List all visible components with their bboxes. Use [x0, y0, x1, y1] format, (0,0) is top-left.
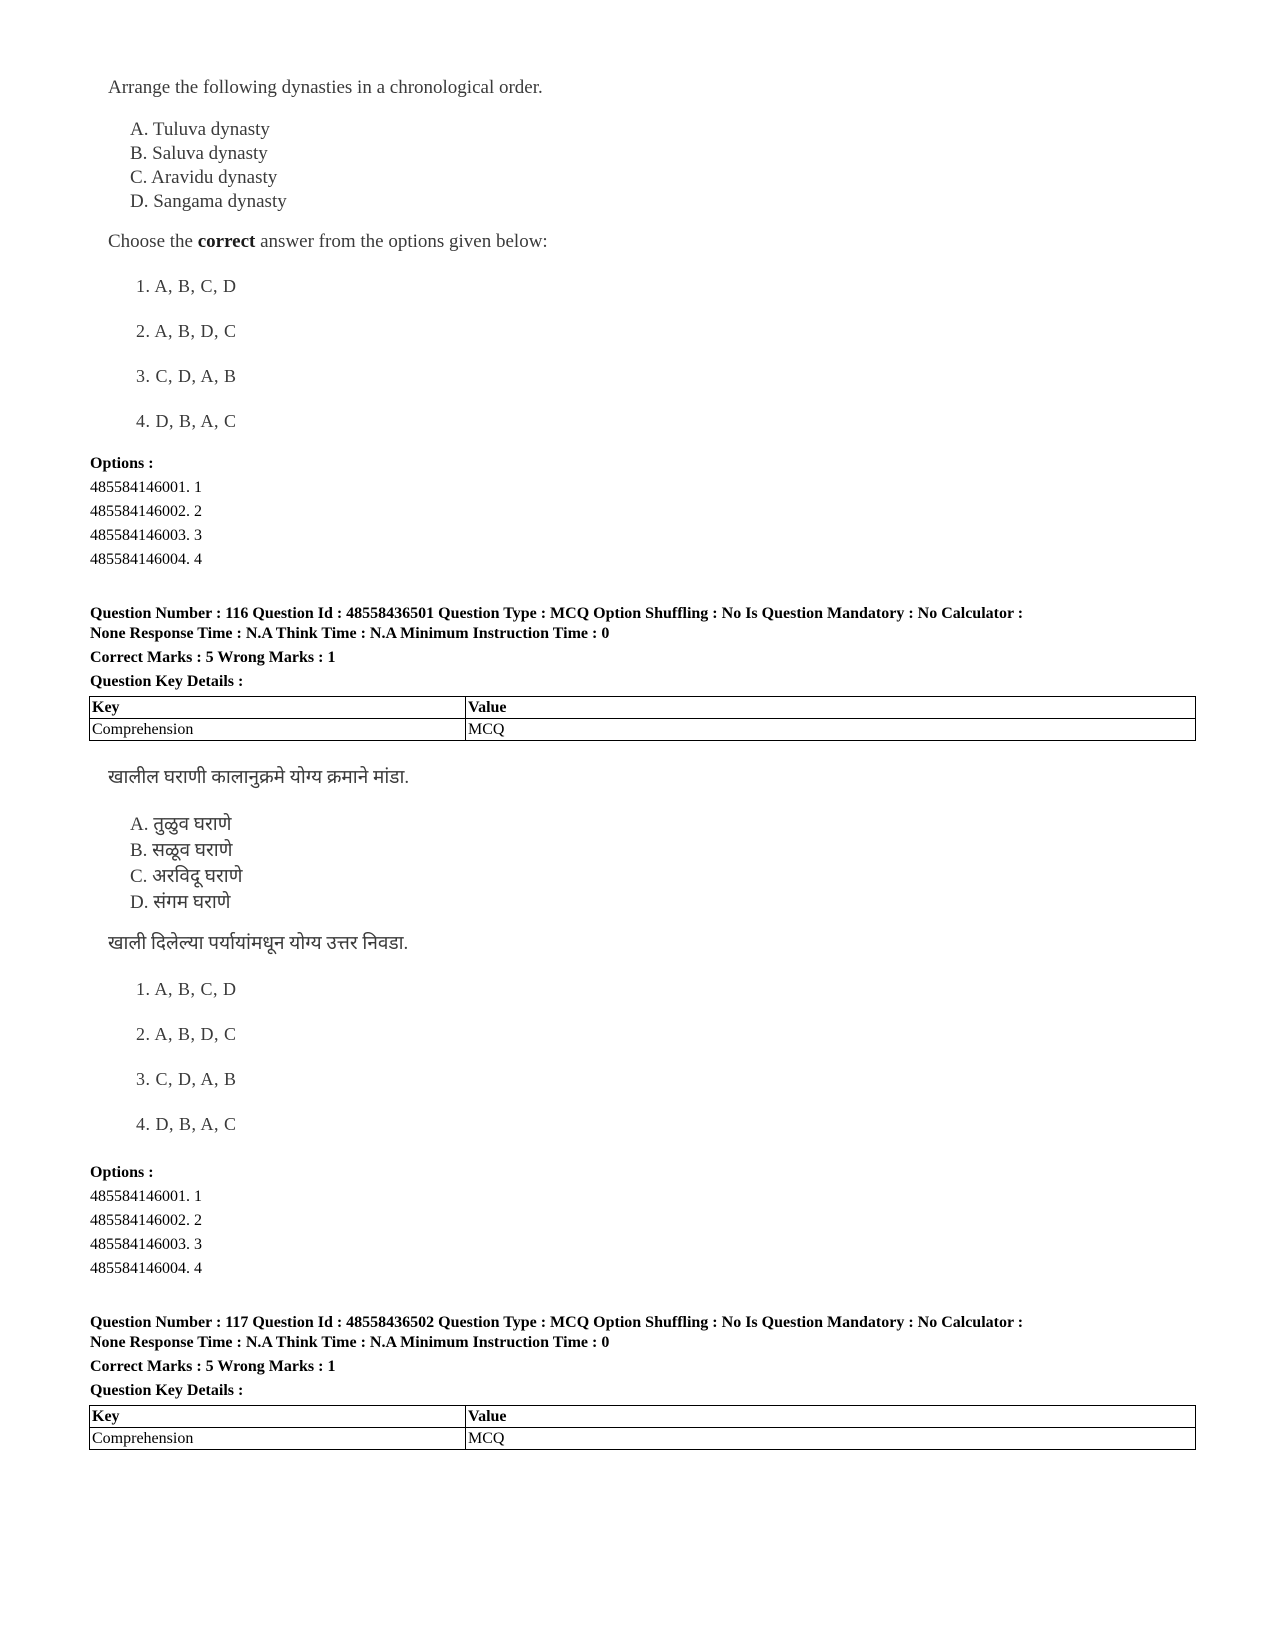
answer-choices — [108, 977, 409, 1136]
key-details-label: Question Key Details : — [90, 673, 244, 690]
answer-choice: 2. A, B, D, C — [136, 321, 237, 341]
question-image-marathi — [108, 766, 409, 1136]
statement-item: C. अरविदू घराणे — [130, 866, 243, 887]
marks-line: Correct Marks : 5 Wrong Marks : 1 — [90, 649, 336, 666]
key-details-label: Question Key Details : — [90, 1382, 244, 1399]
choose-suffix: answer from the options given below: — [255, 231, 548, 252]
answer-choice: 4. D, B, A, C — [136, 1114, 237, 1134]
choose-instruction — [108, 230, 548, 254]
answer-choice: 2. A, B, D, C — [136, 1024, 237, 1044]
question-meta — [90, 1313, 1200, 1353]
question-meta — [90, 604, 1200, 644]
answer-choice: 4. D, B, A, C — [136, 411, 237, 431]
question-key-table — [89, 1405, 1196, 1450]
question-stem: Arrange the following dynasties in a chronological order. — [108, 77, 543, 98]
question-meta-line: Question Number : 117 Question Id : 48558436502 Question Type : MCQ Option Shuffling : No Is Question Mandatory : No Calculator : — [90, 1314, 1024, 1331]
statement-item: B. सळूव घराणे — [130, 840, 233, 861]
question-meta-line: None Response Time : N.A Think Time : N.A Minimum Instruction Time : 0 — [90, 1334, 610, 1351]
statement-item: C. Aravidu dynasty — [130, 167, 278, 188]
answer-choice: 3. C, D, A, B — [136, 366, 237, 386]
question-image-english — [108, 76, 548, 433]
options-label: Options : — [90, 455, 154, 472]
question-key-table — [89, 696, 1196, 741]
option-item: 485584146001. 1 — [90, 1188, 202, 1205]
marks-line: Correct Marks : 5 Wrong Marks : 1 — [90, 1358, 336, 1375]
table-header-row — [90, 697, 1196, 719]
table-row — [90, 1428, 1196, 1450]
statement-list — [108, 118, 548, 214]
table-header-cell: Key — [90, 1406, 466, 1428]
answer-choice: 1. A, B, C, D — [136, 276, 237, 296]
table-row — [90, 719, 1196, 741]
table-cell: MCQ — [466, 1428, 1196, 1450]
choose-prefix: Choose the — [108, 231, 198, 252]
table-header-cell: Key — [90, 697, 466, 719]
question-meta-line: Question Number : 116 Question Id : 48558436501 Question Type : MCQ Option Shuffling : No Is Question Mandatory : No Calculator : — [90, 605, 1024, 622]
table-header-row — [90, 1406, 1196, 1428]
statement-item: D. Sangama dynasty — [130, 191, 287, 212]
table-cell: Comprehension — [90, 1428, 466, 1450]
option-item: 485584146003. 3 — [90, 1236, 202, 1253]
table-cell: MCQ — [466, 719, 1196, 741]
answer-choice: 1. A, B, C, D — [136, 979, 237, 999]
statement-item: A. तुळुव घराणे — [130, 814, 232, 835]
option-item: 485584146002. 2 — [90, 1212, 202, 1229]
statement-item: B. Saluva dynasty — [130, 143, 268, 164]
option-item: 485584146004. 4 — [90, 1260, 202, 1277]
option-item: 485584146002. 2 — [90, 503, 202, 520]
statement-list — [108, 812, 409, 916]
statement-item: D. संगम घराणे — [130, 892, 231, 913]
choose-bold: correct — [197, 231, 256, 252]
table-cell: Comprehension — [90, 719, 466, 741]
question-stem: खालील घराणी कालानुक्रमे योग्य क्रमाने मांडा. — [108, 767, 410, 788]
answer-choice: 3. C, D, A, B — [136, 1069, 237, 1089]
option-item: 485584146004. 4 — [90, 551, 202, 568]
table-header-cell: Value — [466, 697, 1196, 719]
statement-item: A. Tuluva dynasty — [130, 119, 270, 140]
table-header-cell: Value — [466, 1406, 1196, 1428]
options-label: Options : — [90, 1164, 154, 1181]
choose-instruction: खाली दिलेल्या पर्यायांमधून योग्य उत्तर निवडा. — [108, 933, 409, 954]
answer-choices — [108, 274, 548, 433]
option-item: 485584146003. 3 — [90, 527, 202, 544]
question-meta-line: None Response Time : N.A Think Time : N.A Minimum Instruction Time : 0 — [90, 625, 610, 642]
option-item: 485584146001. 1 — [90, 479, 202, 496]
